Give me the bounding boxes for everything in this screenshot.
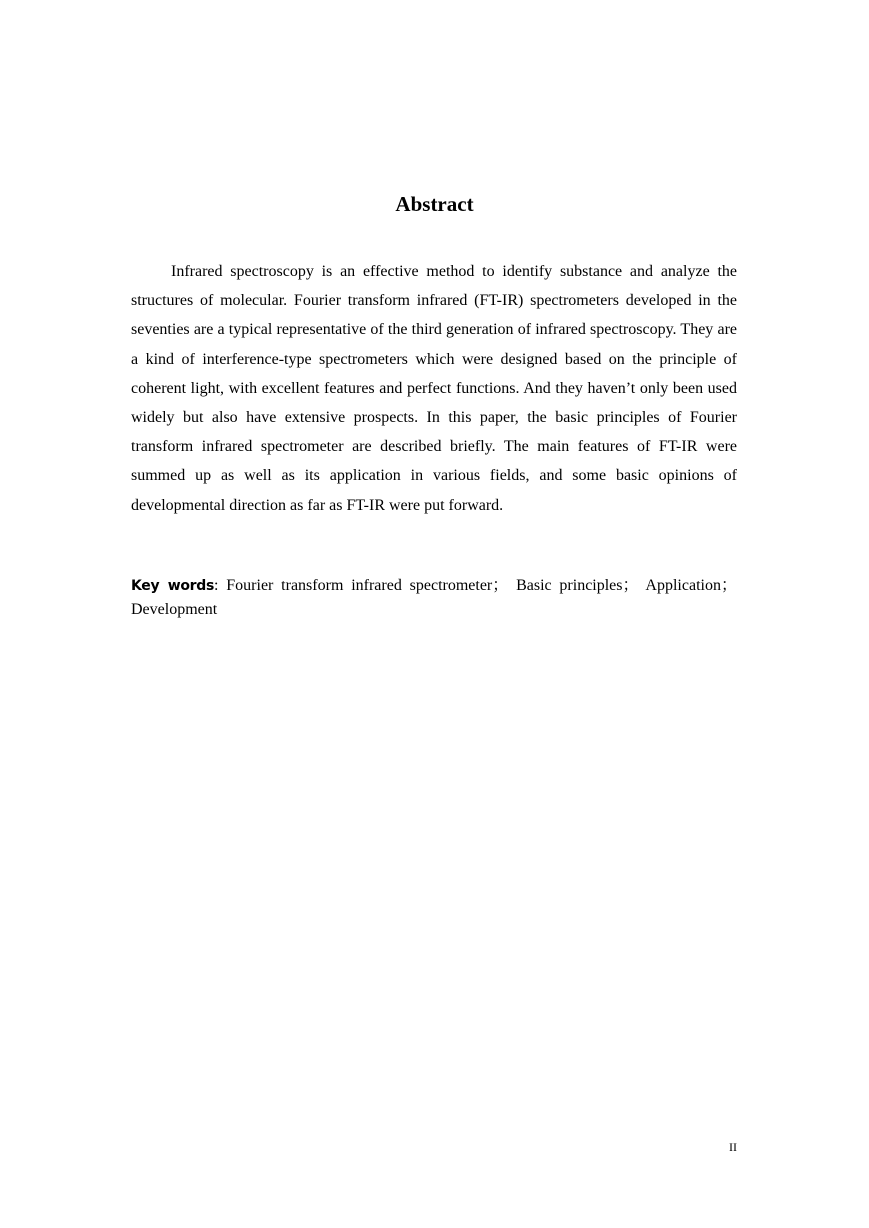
abstract-body: Infrared spectroscopy is an effective method to identify substance and analyze the structures of molecular. Fourier transform infrared (FT-IR) spectrometers developed in the seventies are a typical representative of the third generation of infrared spectroscopy. They are a kind of interference-type spectrometers which were designed based on the principle of coherent light, with excellent features and perfect functions. And they haven’t only been used widely but also have extensive prospects. In this paper, the basic principles of Fourier transform infrared spectrometer are described briefly. The main features of FT-IR were summed up as well as its application in various fields, and some basic opinions of developmental direction as far as FT-IR were put forward. xyxy=(131,263,737,514)
keywords-line xyxy=(131,574,737,621)
keywords-text: Fourier transform infrared spectrometer； Basic principles； Application； Development xyxy=(131,577,737,618)
keywords-separator: : xyxy=(214,577,219,594)
abstract-title: Abstract xyxy=(395,192,474,216)
page-number: II xyxy=(729,1140,737,1154)
keywords-label: Key words xyxy=(131,578,215,594)
